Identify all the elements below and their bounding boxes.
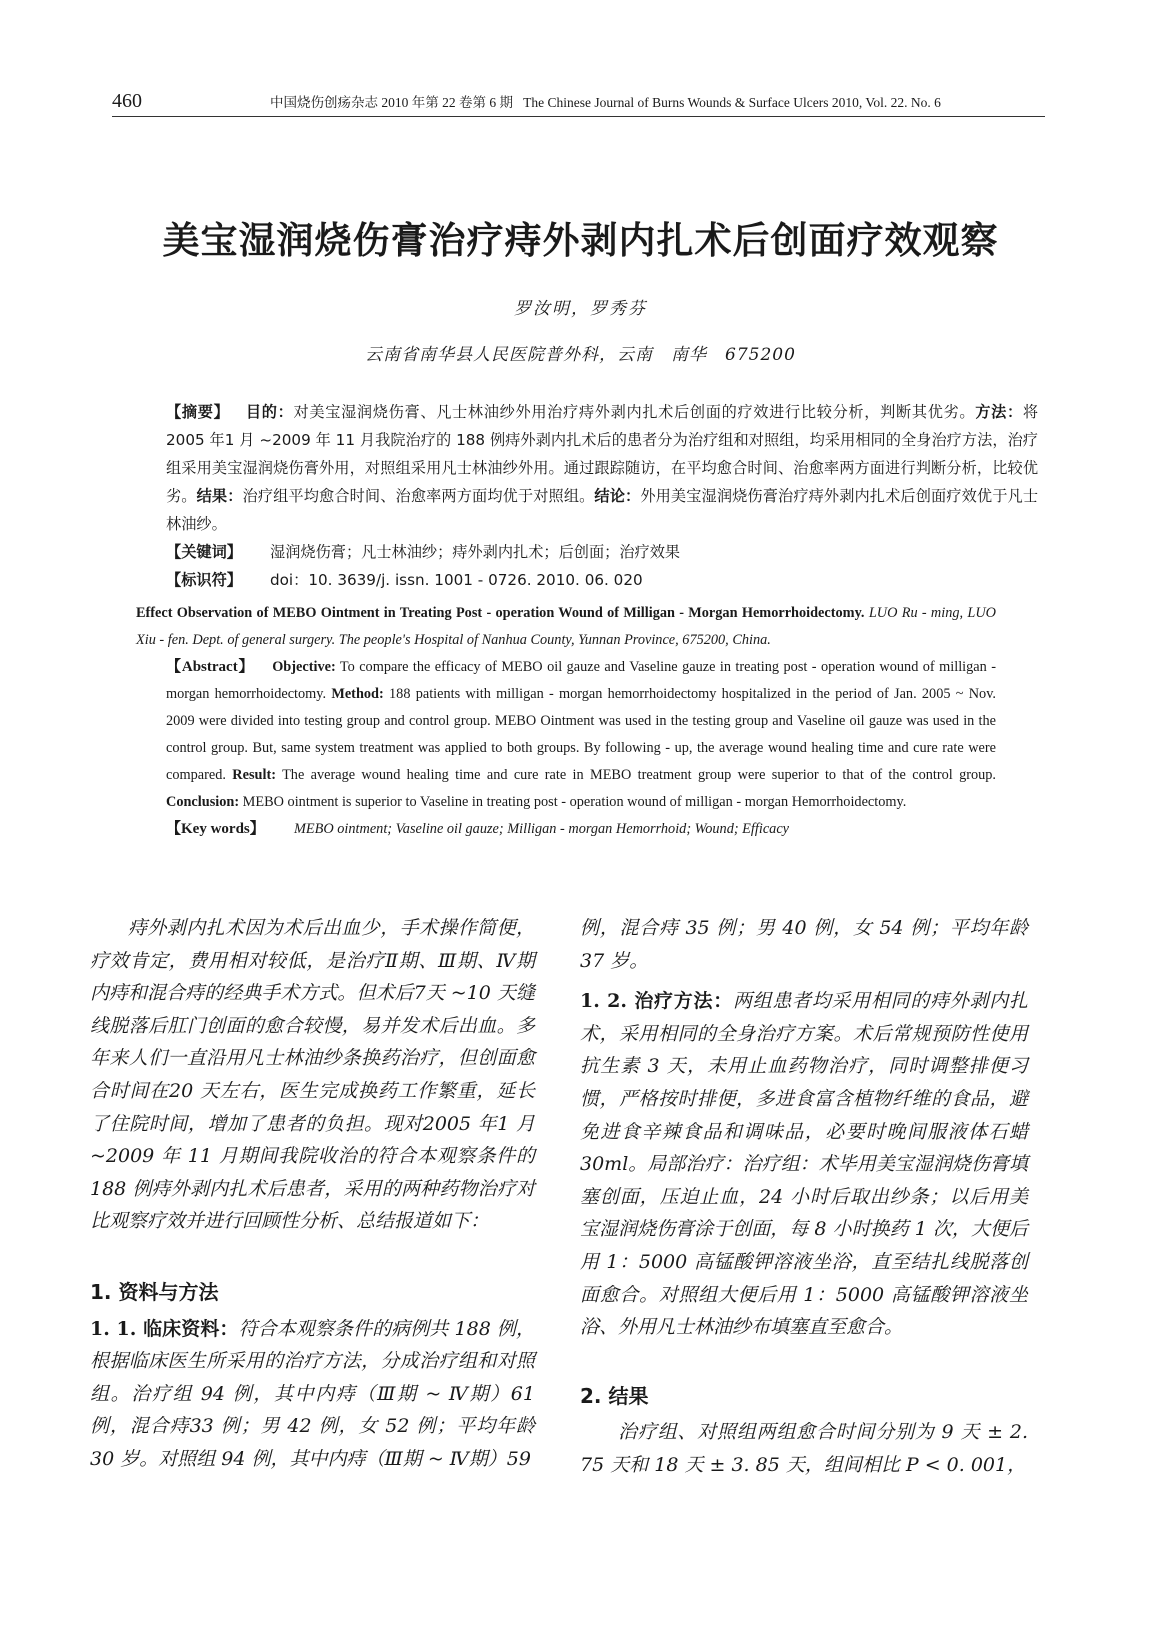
section-1-2-text: 两组患者均采用相同的痔外剥内扎术，采用相同的全身治疗方案。术后常规预防性使用抗生素 3 天，未用止血药物治疗，同时调整排便习惯，严格按时排便，多进食富含植物纤维的食品，避免进食辛辣食品和调味品，必要时晚间服液体石蜡 30ml。局部治疗：治疗组：术毕用美宝湿润烧伤膏填塞创面，压迫止血，24 小时后取出纱条；以后用美宝湿润烧伤膏涂于创面，每 8 小时换药 1 次，大便后用 1：5000 高锰酸钾溶液坐浴，直至结扎线脱落创面愈合。对照组大便后用 1：5000 高锰酸钾溶液坐浴、外用凡士林油纱布填塞直至愈合。 [580, 990, 1028, 1339]
en-result-label: Result: [232, 767, 276, 783]
journal-name-cn: 中国烧伤创疡杂志 2010 年第 22 卷第 6 期 [270, 95, 513, 110]
en-result-text: The average wound healing time and cure rate in MEBO treatment group were superior to that of the control group. [282, 767, 997, 783]
section-1-1-label: 1. 1. 临床资料： [90, 1317, 239, 1340]
en-keywords-row [136, 816, 996, 843]
cn-identifier-row [136, 566, 1038, 594]
cn-abstract-tag: 【摘要】 [166, 403, 230, 421]
article-authors: 罗汝明，罗秀芬 [514, 299, 647, 319]
body-column-left [90, 912, 535, 1476]
en-abstract-tag: 【Abstract】 [166, 659, 255, 675]
section-1-1-text: 符合本观察条件的病例共 188 例，根据临床医生所采用的治疗方法，分成治疗组和对照组。治疗组 94 例，其中内痔（Ⅲ期 ~ Ⅳ期）61 例，混合痔33 例；男 42 例，女 52 例；平均年龄 30 岁。对照组 94 例，其中内痔（Ⅲ期 ~ Ⅳ期）59 [90, 1317, 535, 1470]
cn-method-label: 方法： [975, 403, 1023, 421]
chinese-abstract [136, 398, 1038, 594]
en-keywords-tag: 【Key words】 [166, 821, 265, 837]
running-header [270, 91, 1045, 111]
cn-result-label: 结果： [196, 487, 243, 505]
en-method-label: Method: [331, 686, 384, 702]
en-conclusion-text: MEBO ointment is superior to Vaseline in treating post - operation wound of milligan - morgan Hemorrhoidectomy. [242, 794, 907, 810]
en-title: Effect Observation of MEBO Ointment in Treating Post - operation Wound of Milligan - Morgan Hemorrhoidectomy. [136, 605, 865, 621]
section-1-2-paragraph [580, 985, 1028, 1344]
header-rule [112, 116, 1045, 117]
section-1-1-paragraph [90, 1313, 535, 1476]
cn-conclusion-text: 外用美宝湿润烧伤膏治疗痔外剥内扎术后创面疗效优于凡士林油纱。 [166, 487, 1039, 533]
cn-result-text: 治疗组平均愈合时间、治愈率两方面均优于对照组。 [242, 487, 595, 505]
cn-method-text: 将2005 年1 月 ~2009 年 11 月我院治疗的 188 例痔外剥内扎术后的患者分为治疗组和对照组，均采用相同的全身治疗方法，治疗组采用美宝湿润烧伤膏外用，对照组采用凡士林油纱外用。通过跟踪随访，在平均愈合时间、治愈率两方面进行判断分析，比较优劣。 [166, 403, 1039, 505]
section-1-heading: 1. 资料与方法 [90, 1279, 219, 1304]
page-number: 460 [112, 90, 142, 112]
section-1-2-label: 1. 2. 治疗方法： [580, 990, 733, 1013]
cn-objective-label: 目的： [245, 403, 294, 421]
cn-keywords-row [136, 538, 1038, 566]
en-title-row [136, 600, 996, 654]
en-conclusion-label: Conclusion: [166, 794, 240, 810]
cn-abstract-body [136, 398, 1038, 538]
section-2-heading: 2. 结果 [580, 1383, 649, 1408]
en-objective-text: To compare the efficacy of MEBO oil gauze and Vaseline gauze in treating post - operation wound of milligan - morgan hemorrhoidectomy. [166, 659, 996, 702]
english-abstract [136, 600, 996, 843]
en-keywords-text: MEBO ointment; Vaseline oil gauze; Milligan - morgan Hemorrhoid; Wound; Efficacy [294, 821, 790, 837]
cn-keywords-text: 湿润烧伤膏；凡士林油纱；痔外剥内扎术；后创面；治疗效果 [270, 543, 681, 561]
section-1-1-continued: 例，混合痔 35 例；男 40 例，女 54 例；平均年龄 37 岁。 [580, 917, 1028, 972]
cn-conclusion-label: 结论： [594, 487, 641, 505]
cn-objective-text: 对美宝湿润烧伤膏、凡士林油纱外用治疗痔外剥内扎术后创面的疗效进行比较分析，判断其优劣。 [293, 403, 976, 421]
article-affiliation: 云南省南华县人民医院普外科，云南 南华 675200 [365, 345, 796, 365]
journal-name-en: The Chinese Journal of Burns Wounds & Surface Ulcers 2010, Vol. 22. No. 6 [523, 95, 941, 110]
en-method-text: 188 patients with milligan - morgan hemorrhoidectomy hospitalized in the period of Jan. 2005 ~ Nov. 2009 were divided into testing group and control group. MEBO Ointment was used in the testing group and Vaseline oil gauze was used in the control group. But, same system treatment was applied to both groups. By following - up, the average wound healing time and cure rate were compared. [166, 686, 996, 783]
doi-text: doi：10. 3639/j. issn. 1001 - 0726. 2010. 06. 020 [270, 571, 643, 589]
body-column-right [580, 912, 1028, 1482]
cn-keywords-tag: 【关键词】 [166, 543, 242, 561]
intro-paragraph: 痔外剥内扎术因为术后出血少，手术操作简便，疗效肯定，费用相对较低，是治疗Ⅱ期、Ⅲ期、Ⅳ期内痔和混合痔的经典手术方式。但术后7天 ~10 天缝线脱落后肛门创面的愈合较慢，易并发术后出血。多年来人们一直沿用凡士林油纱条换药治疗，但创面愈合时间在20 天左右，医生完成换药工作繁重，延长了住院时间，增加了患者的负担。现对2005 年1 月 ~2009 年 11 月期间我院收治的符合本观察条件的 188 例痔外剥内扎术后患者，采用的两种药物治疗对比观察疗效并进行回顾性分析、总结报道如下： [90, 917, 535, 1233]
en-authors: LUO Ru - ming, LUO Xiu - fen. Dept. of general surgery. The people's Hospital of Nanhua County, Yunnan Province, 675200, China. [136, 605, 996, 648]
en-abstract-body [136, 654, 996, 816]
cn-identifier-tag: 【标识符】 [166, 571, 242, 589]
en-objective-label: Objective: [272, 659, 336, 675]
section-2-paragraph: 治疗组、对照组两组愈合时间分别为 9 天 ± 2. 75 天和 18 天 ± 3. 85 天，组间相比 P < 0. 001， [580, 1421, 1028, 1476]
article-title: 美宝湿润烧伤膏治疗痔外剥内扎术后创面疗效观察 [162, 219, 999, 262]
